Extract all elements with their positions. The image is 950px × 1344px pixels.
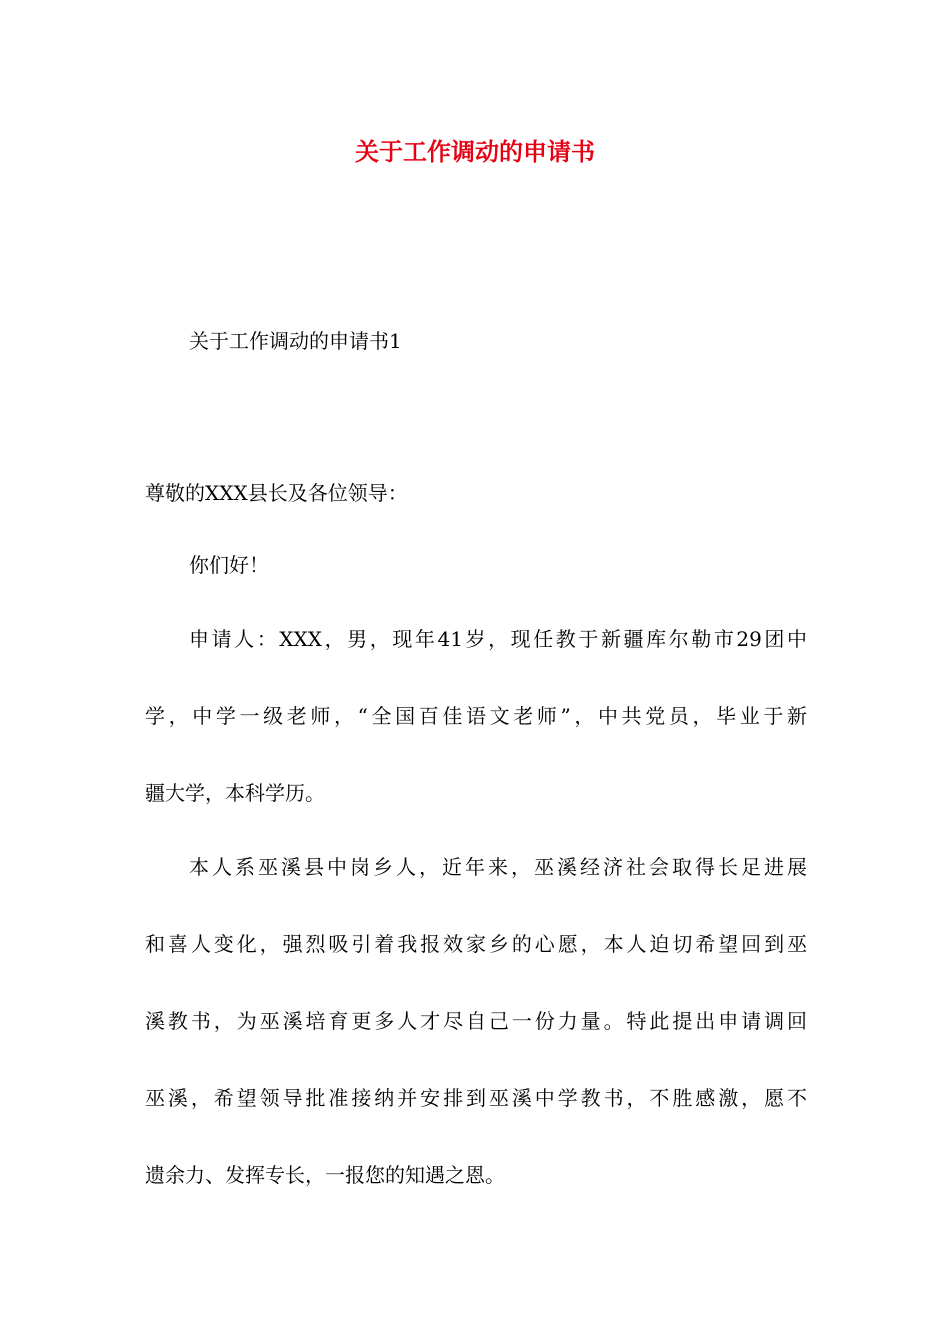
paragraph-line: 疆大学，本科学历。	[145, 781, 325, 805]
paragraph-line: 和喜人变化，强烈吸引着我报效家乡的心愿，本人迫切希望回到巫	[145, 932, 807, 956]
paragraph-applicant-info	[145, 624, 807, 855]
document-subtitle: 关于工作调动的申请书1	[189, 329, 402, 353]
paragraph-request	[145, 852, 807, 1237]
paragraph-line: 巫溪，希望领导批准接纳并安排到巫溪中学教书，不胜感激，愿不	[145, 1086, 807, 1110]
greeting: 你们好！	[189, 553, 269, 577]
paragraph-line: 申请人：XXX，男，现年41岁，现任教于新疆库尔勒市29团中	[189, 627, 807, 651]
document-title: 关于工作调动的申请书	[355, 138, 595, 166]
paragraph-line: 遗余力、发挥专长，一报您的知遇之恩。	[145, 1163, 505, 1187]
salutation: 尊敬的XXX县长及各位领导：	[145, 481, 408, 505]
paragraph-line: 溪教书，为巫溪培育更多人才尽自己一份力量。特此提出申请调回	[145, 1009, 807, 1033]
paragraph-line: 学，中学一级老师，“全国百佳语文老师”，中共党员，毕业于新	[145, 704, 807, 728]
paragraph-line: 本人系巫溪县中岗乡人，近年来，巫溪经济社会取得长足进展	[189, 855, 807, 879]
